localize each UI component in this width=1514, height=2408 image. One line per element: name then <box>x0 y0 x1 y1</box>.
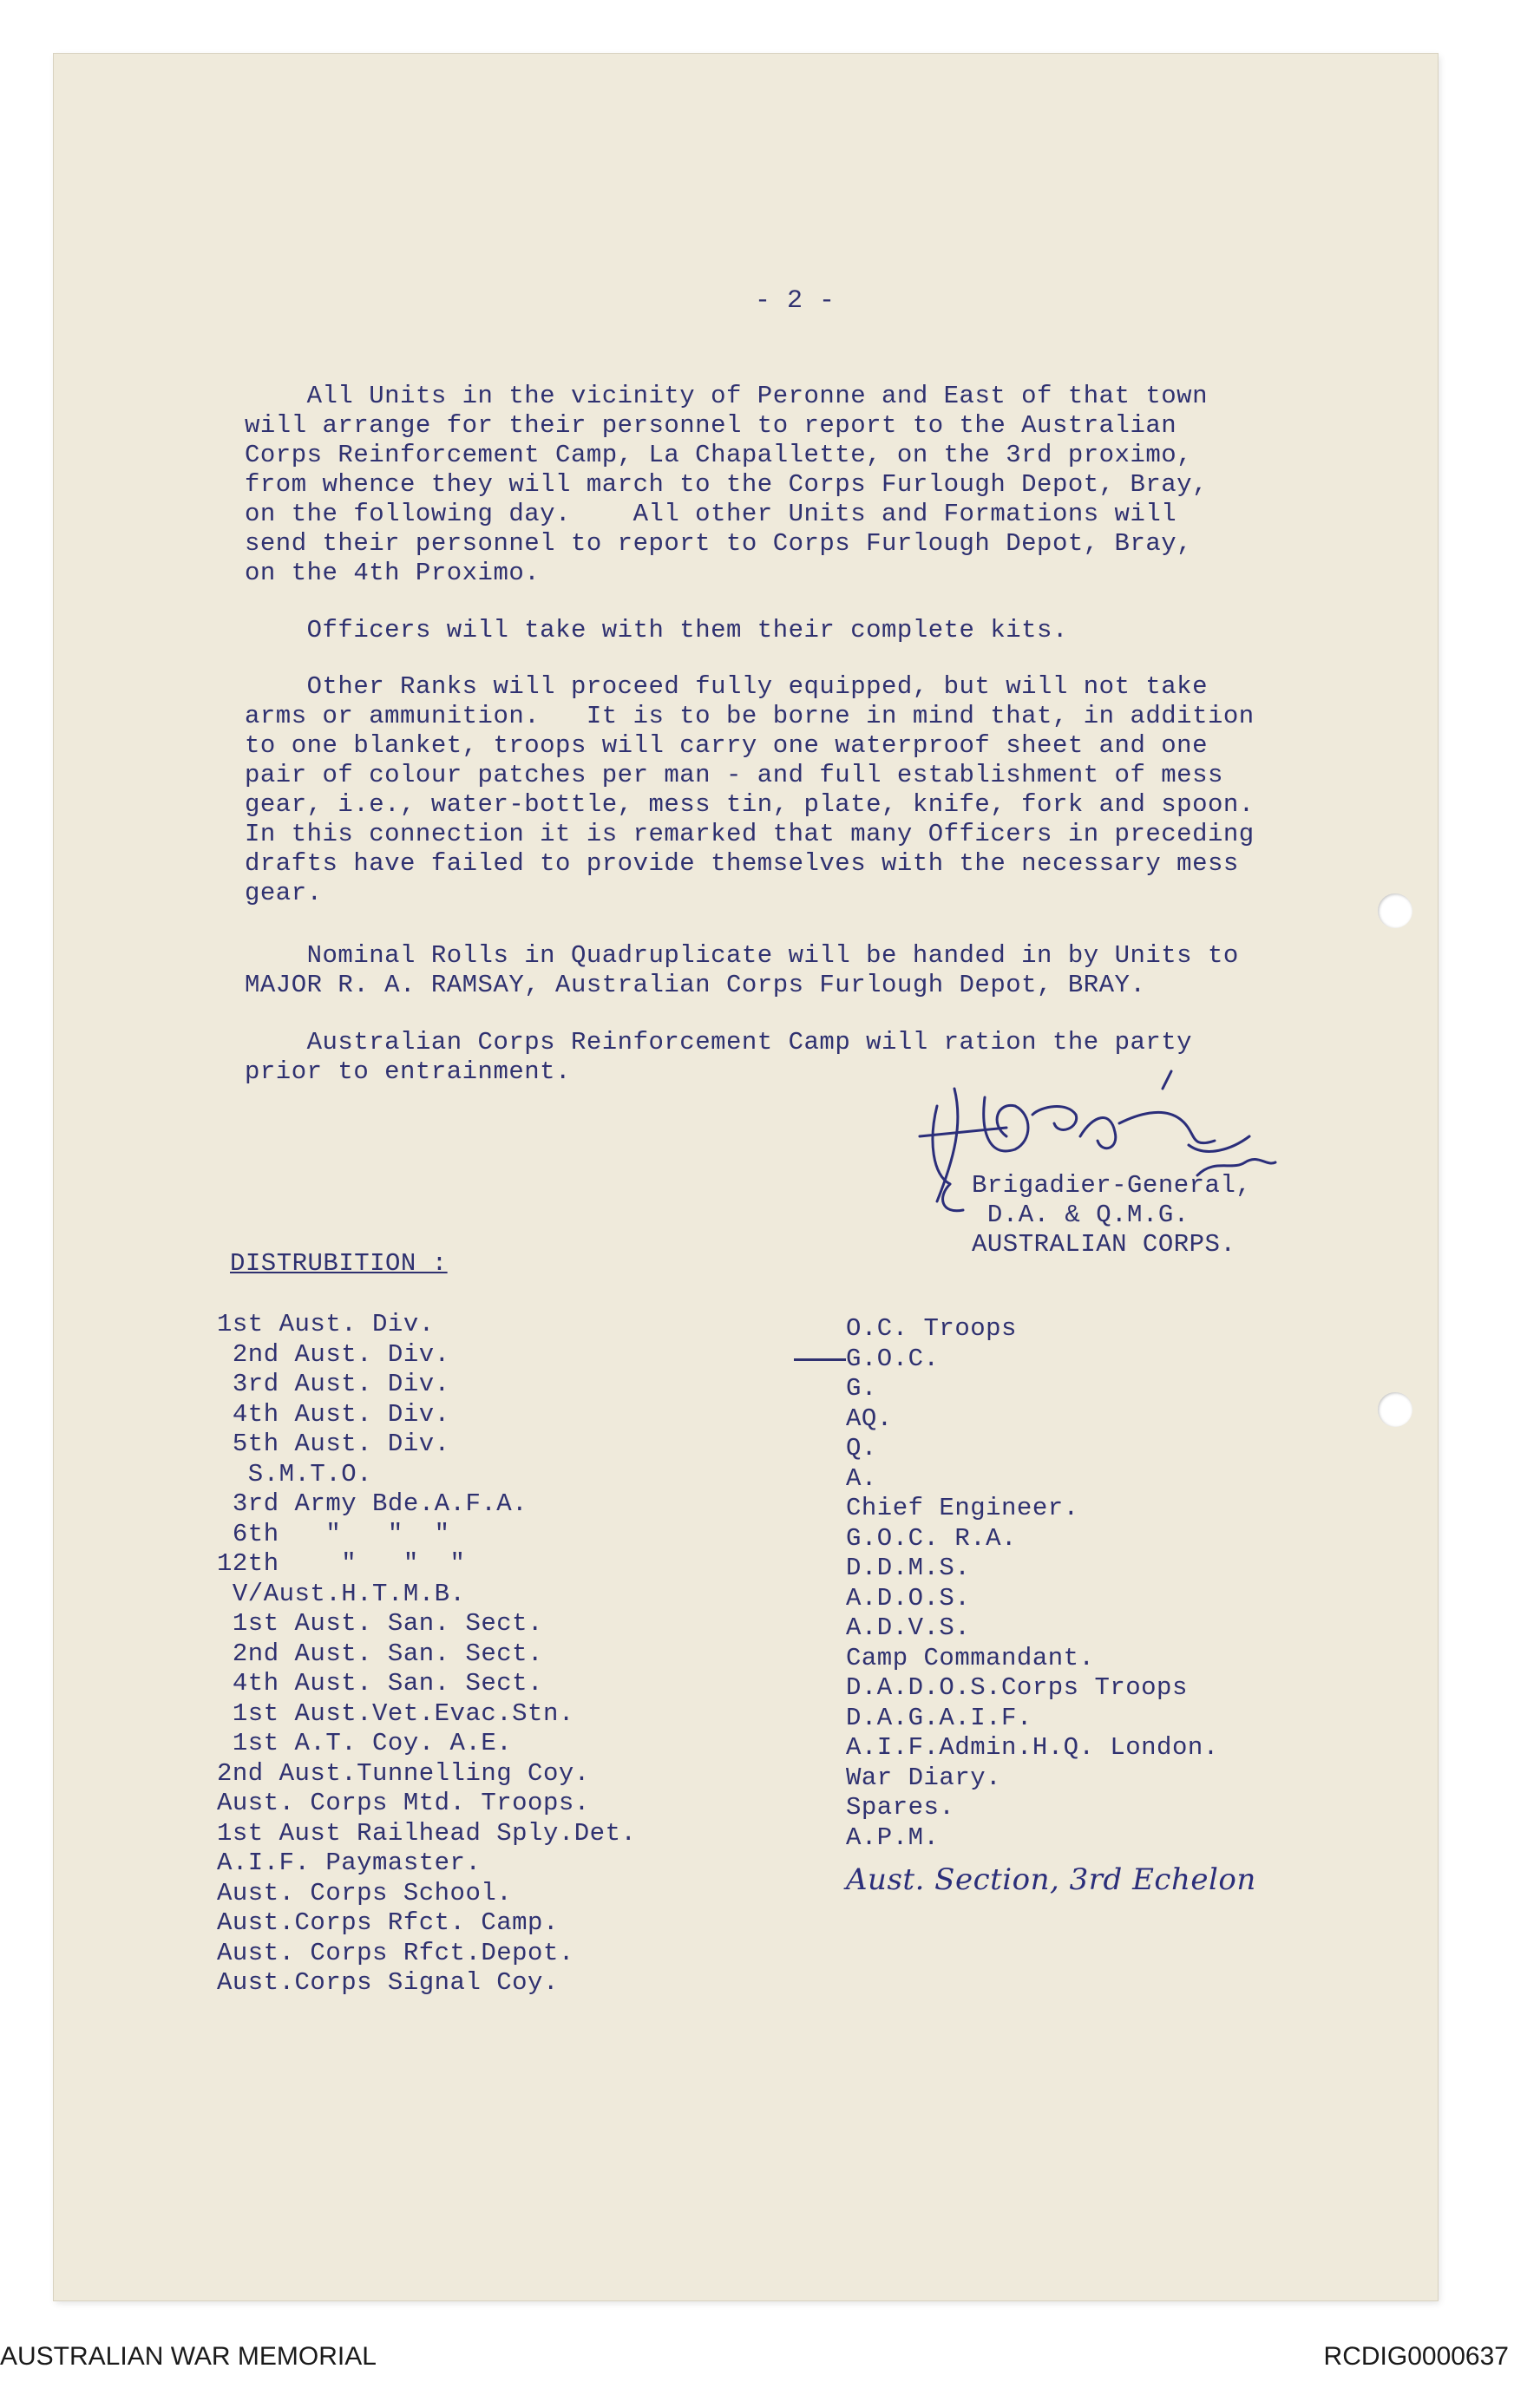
list-item: AQ. <box>846 1404 893 1433</box>
signatory-formation: AUSTRALIAN CORPS. <box>972 1230 1236 1259</box>
list-item: D.A.G.A.I.F. <box>846 1703 1032 1732</box>
list-item: Chief Engineer. <box>846 1494 1079 1522</box>
list-item: Aust. Corps School. <box>217 1878 513 1907</box>
list-item: Camp Commandant. <box>846 1643 1095 1672</box>
list-item: 1st Aust. San. Sect. <box>217 1609 543 1638</box>
list-item: Q. <box>846 1434 877 1462</box>
list-item: S.M.T.O. <box>217 1459 373 1489</box>
handwritten-list-item: Aust. Section, 3rd Echelon <box>846 1862 1256 1897</box>
list-item: A.D.O.S. <box>846 1583 971 1613</box>
paragraph-officers-kits: Officers will take with them their complete kits. <box>245 616 1068 645</box>
list-item: Aust. Corps Rfct.Depot. <box>217 1938 574 1967</box>
list-item: D.D.M.S. <box>846 1554 971 1582</box>
list-item: D.A.D.O.S.Corps Troops <box>846 1673 1188 1702</box>
list-item: V/Aust.H.T.M.B. <box>217 1579 466 1608</box>
list-item: 4th Aust. San. Sect. <box>217 1669 543 1698</box>
list-item: War Diary. <box>846 1763 1002 1792</box>
list-item: Aust. Corps Mtd. Troops. <box>217 1789 590 1817</box>
list-item: 4th Aust. Div. <box>217 1399 450 1429</box>
footer-record-id: RCDIG0000637 <box>1323 2342 1509 2371</box>
list-item: 5th Aust. Div. <box>217 1430 450 1458</box>
list-item: 2nd Aust. San. Sect. <box>217 1639 543 1668</box>
distribution-list-right <box>846 1314 1256 1895</box>
paragraph-other-ranks: Other Ranks will proceed fully equipped, but will not take arms or ammunition. It is to be borne in mind that, in addition to one blanket, troops will carry one waterproof sheet and one pair of colour patches per man - and full establishment of mess gear, i.e., water-bottle, mess tin, plate, knife, fork and spoon. In this connection it is remarked that many Officers in preceding drafts have failed to provide themselves with the necessary mess gear. <box>245 672 1255 907</box>
list-item: 1st Aust Railhead Sply.Det. <box>217 1818 637 1848</box>
signatory-rank: Brigadier-General, <box>972 1171 1252 1200</box>
list-item: 3rd Aust. Div. <box>217 1370 450 1398</box>
list-item: 12th " " " <box>217 1549 466 1578</box>
punch-hole-bottom <box>1378 1392 1412 1427</box>
list-item: Spares. <box>846 1793 955 1822</box>
distribution-list-left <box>217 1310 636 1999</box>
list-item: Aust.Corps Signal Coy. <box>217 1968 559 1997</box>
list-item: A.I.F. Paymaster. <box>217 1849 482 1877</box>
list-item: A. <box>846 1463 877 1493</box>
list-item: 1st Aust.Vet.Evac.Stn. <box>217 1698 574 1728</box>
list-item: 3rd Army Bde.A.F.A. <box>217 1489 528 1518</box>
distribution-heading: DISTRUBITION : <box>230 1249 448 1278</box>
paragraph-arrangements: All Units in the vicinity of Peronne and East of that town will arrange for their personnel to report to the Australian Corps Reinforcement Camp, La Chapallette, on the 3rd proximo, from whence they will march to the Corps Furlough Depot, Bray, on the following day. All other Units and Formations will send their personnel to report to Corps Furlough Depot, Bray, on the 4th Proximo. <box>245 382 1208 587</box>
ink-dash-mark <box>794 1358 846 1361</box>
punch-hole-top <box>1378 893 1412 928</box>
list-item: O.C. Troops <box>846 1314 1017 1343</box>
list-item: A.D.V.S. <box>846 1613 971 1642</box>
list-item: G.O.C. R.A. <box>846 1523 1017 1553</box>
paragraph-ration: Australian Corps Reinforcement Camp will ration the party prior to entrainment. <box>245 1028 1193 1086</box>
list-item: 2nd Aust.Tunnelling Coy. <box>217 1758 590 1788</box>
list-item: G. <box>846 1374 877 1403</box>
list-item: G.O.C. <box>846 1344 940 1373</box>
list-item: 1st Aust. Div. <box>217 1310 435 1338</box>
list-item: 6th " " " <box>217 1519 450 1548</box>
list-item: A.P.M. <box>846 1822 940 1852</box>
list-item: A.I.F.Admin.H.Q. London. <box>846 1733 1219 1762</box>
page-number: - 2 - <box>755 286 836 316</box>
list-item: 1st A.T. Coy. A.E. <box>217 1729 513 1757</box>
list-item: 2nd Aust. Div. <box>217 1339 450 1369</box>
list-item: Aust.Corps Rfct. Camp. <box>217 1908 559 1937</box>
signatory-position: D.A. & Q.M.G. <box>986 1201 1190 1229</box>
signature-title-block <box>972 1171 1251 1260</box>
paragraph-nominal-rolls: Nominal Rolls in Quadruplicate will be handed in by Units to MAJOR R. A. RAMSAY, Australian Corps Furlough Depot, BRAY. <box>245 941 1239 999</box>
footer-archive-name: AUSTRALIAN WAR MEMORIAL <box>0 2342 377 2371</box>
